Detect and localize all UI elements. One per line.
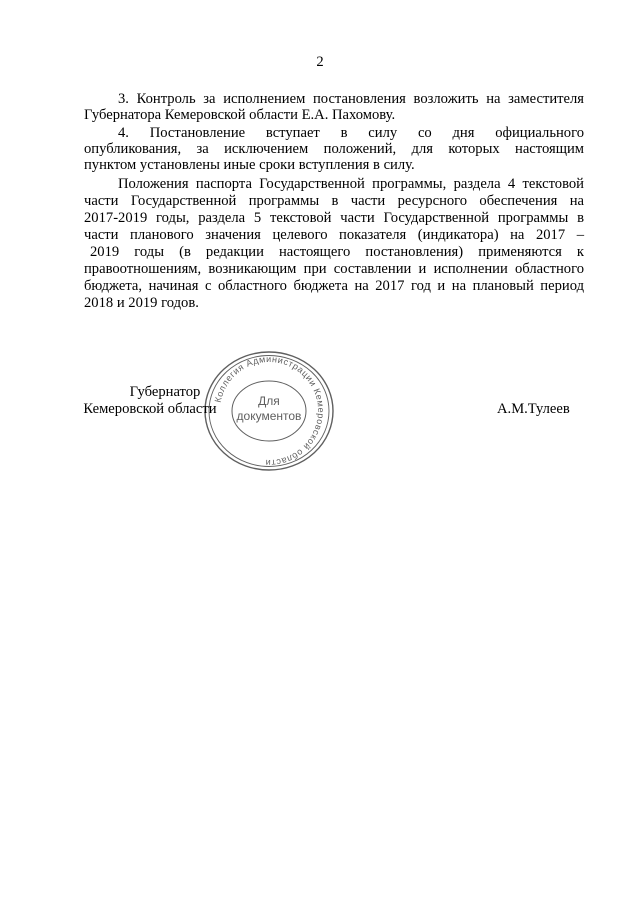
paragraph-4-line-2: опубликования, за исключением положений, для которых настоящим bbox=[84, 141, 584, 157]
paragraph-5-line-5: 2019 годы (в редакции настоящего постановления) применяются к bbox=[90, 244, 584, 260]
page-number: 2 bbox=[316, 54, 324, 70]
signature-name: А.М.Тулеев bbox=[497, 401, 570, 417]
paragraph-3-line-2: Губернатора Кемеровской области Е.А. Пахомову. bbox=[84, 107, 396, 123]
paragraph-4-line-3: пунктом установлены иные сроки вступления в силу. bbox=[84, 157, 415, 173]
paragraph-5-line-2: части Государственной программы в части ресурсного обеспечения на bbox=[84, 193, 584, 209]
stamp-center-line-1: Для bbox=[258, 394, 280, 408]
paragraph-5-line-6: правоотношениям, возникающим при составлении и исполнении областного bbox=[84, 261, 584, 277]
stamp-center-line-2: документов bbox=[236, 409, 302, 423]
paragraph-5-line-1: Положения паспорта Государственной программы, раздела 4 текстовой bbox=[118, 176, 584, 192]
paragraph-5-line-8: 2018 и 2019 годов. bbox=[84, 295, 199, 311]
paragraph-5-line-7: бюджета, начиная с областного бюджета на 2017 год и на плановый период bbox=[84, 278, 584, 294]
paragraph-3-line-1: 3. Контроль за исполнением постановления возложить на заместителя bbox=[118, 91, 584, 107]
paragraph-5-line-4: части планового значения целевого показателя (индикатора) на 2017 – bbox=[84, 227, 584, 243]
signature-title-line-2: Кемеровской области bbox=[83, 401, 217, 417]
paragraph-4-line-1: 4. Постановление вступает в силу со дня официального bbox=[118, 125, 584, 141]
signature-title-line-1: Губернатор bbox=[129, 384, 201, 400]
stamp-ring-text: Коллегия Администрации Кемеровской области bbox=[212, 353, 327, 469]
paragraph-5-line-3: 2017-2019 годы, раздела 5 текстовой части Государственной программы в bbox=[84, 210, 584, 226]
